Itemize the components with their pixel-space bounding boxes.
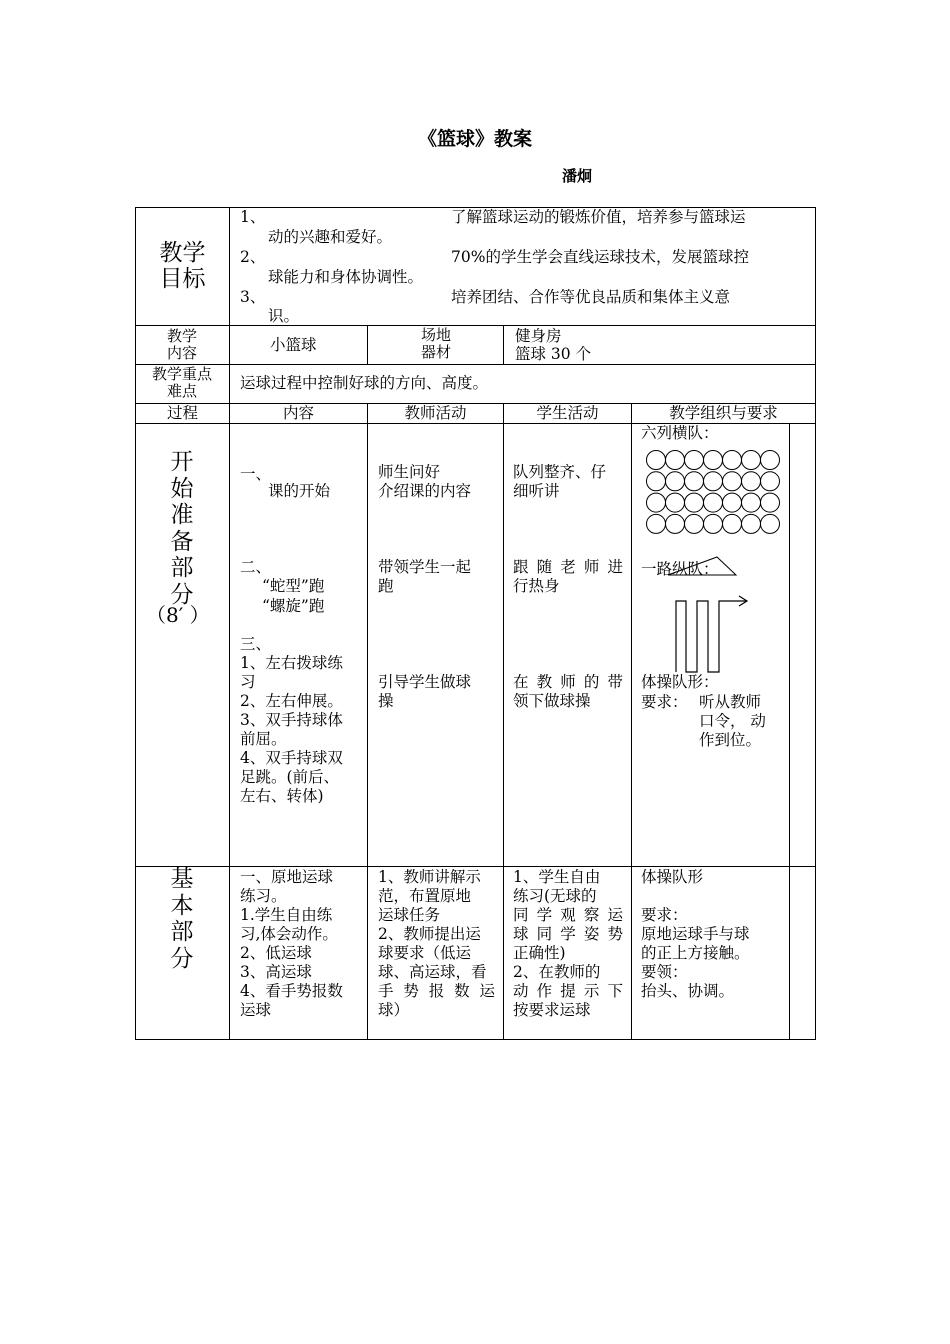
header-process: 过程: [166, 404, 198, 422]
triangle-marker-icon: [668, 557, 736, 575]
part1-duration: （8′ ）: [146, 603, 210, 627]
goal-2-num: 2、: [240, 248, 266, 266]
goal-1-text: 了解篮球运动的锻炼价值，培养参与篮球运: [451, 208, 746, 226]
goal-1-cont: 动的兴趣和爱好。: [268, 228, 393, 246]
header-teacher: 教师活动: [404, 404, 467, 422]
goal-2-cont: 球能力和身体协调性。: [268, 268, 424, 286]
document-title: 《篮球》教案: [417, 128, 532, 150]
requirement-label: 要求：: [641, 693, 688, 711]
goal-3-text: 培养团结、合作等优良品质和集体主义意: [451, 288, 731, 306]
part2-content: 一、原地运球 练习。 1.学生自由练 习,体会动作。 2、低运球 3、高运球 4、看手势报数 运球: [240, 868, 343, 1019]
goal-2-text: 70%的学生学会直线运球技术，发展篮球控: [451, 248, 749, 266]
requirement-text: 听从教师 口令， 动 作到位。: [699, 693, 766, 749]
part1-label: 开 始 准 备 部 分: [170, 449, 194, 608]
part2-teacher: 1、教师讲解示 范，布置原地 运球任务 2、教师提出运 球要求（低运 球、高运球，看 手势报数运 球）: [378, 868, 495, 1019]
content-label: 教学 内容: [166, 327, 197, 362]
goal-3-num: 3、: [240, 288, 266, 306]
content-value: 小篮球: [270, 336, 317, 354]
venue-value: 健身房 篮球 30 个: [515, 327, 592, 363]
part2-label: 基 本 部 分: [170, 866, 194, 972]
key-value: 运球过程中控制好球的方向、高度。: [240, 374, 489, 392]
author-name: 潘炯: [562, 167, 593, 185]
single-file-label: 一路纵队：: [641, 560, 719, 578]
header-org: 教学组织与要求: [669, 404, 778, 422]
goal-1-num: 1、: [240, 208, 266, 226]
serpentine-path: [676, 601, 746, 672]
gym-form-label: 体操队形：: [641, 673, 719, 691]
goal-3-cont: 识。: [268, 307, 300, 325]
six-rows-label: 六列横队：: [641, 424, 719, 442]
part2-org: 体操队形 要求： 原地运球手与球 的正上方接触。 要领： 抬头、协调。: [641, 868, 750, 1000]
part2-student: 1、学生自由 练习(无球的 同学观察运 球同学姿势 正确性) 2、在教师的 动作提示下 按要求运球: [513, 868, 623, 1019]
header-content: 内容: [282, 404, 314, 422]
venue-label: 场地 器材: [420, 326, 451, 361]
goals-label: 教学 目标: [159, 240, 206, 292]
header-student: 学生活动: [536, 404, 599, 422]
key-label: 教学重点 难点: [151, 365, 212, 400]
